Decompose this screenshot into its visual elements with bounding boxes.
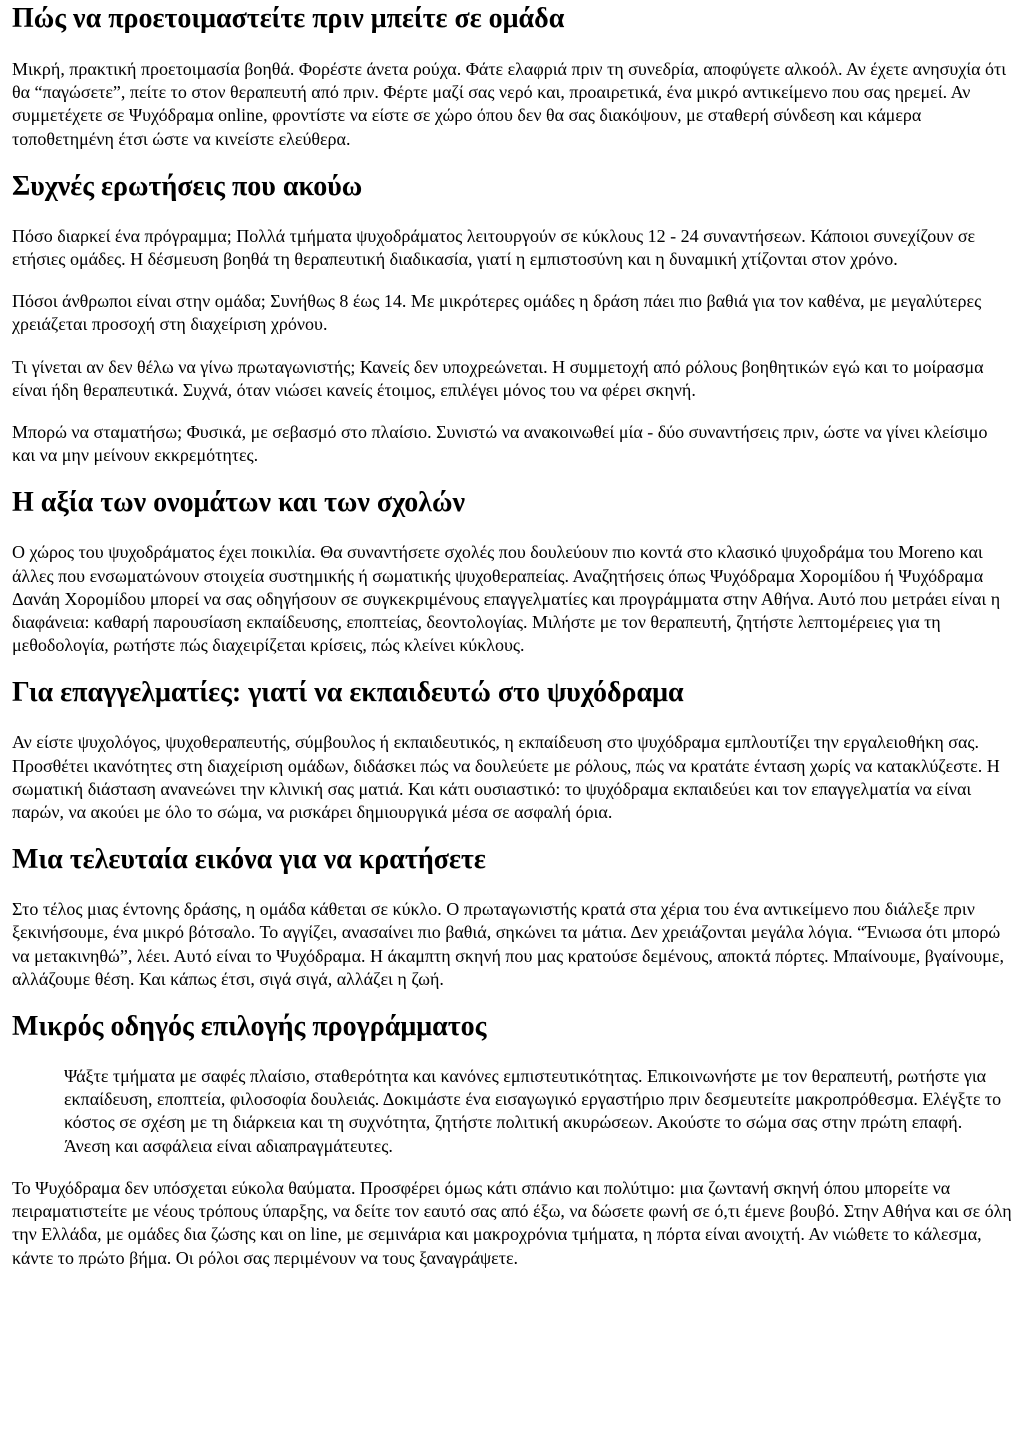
section-final-image: [12, 843, 1012, 991]
section-preparation: [12, 0, 1012, 151]
paragraph: Ο χώρος του ψυχοδράματος έχει ποικιλία. Θα συναντήσετε σχολές που δουλεύουν πιο κοντά στο κλασικό ψυχοδράμα του Moreno και άλλες που ενσωματώνουν στοιχεία συστημικής ή σωματικής ψυχοθεραπείας. Αναζητήσεις όπως Ψυχόδραμα Χορομίδου ή Ψυχόδραμα Δανάη Χορομίδου μπορεί να σας οδηγήσουν σε συγκεκριμένους επαγγελματίες και προγράμματα στην Αθήνα. Αυτό που μετράει είναι η διαφάνεια: καθαρή παρουσίαση εκπαίδευσης, εποπτείας, δεοντολογίας. Μιλήστε με τον θεραπευτή, ζητήστε λεπτομέρειες για τη μεθοδολογία, ρωτήστε πώς διαχειρίζεται κρίσεις, πώς κλείνει κύκλους.: [12, 542, 1001, 656]
faq-paragraph-protagonist: Τι γίνεται αν δεν θέλω να γίνω πρωταγωνιστής; Κανείς δεν υποχρεώνεται. Η συμμετοχή από ρόλους βοηθητικών εγώ και το μοίρασμα είναι ήδη θεραπευτικά. Συχνά, όταν νιώσει κανείς έτοιμος, επιλέγει μόνος του να φέρει σκηνή.: [12, 356, 984, 400]
section-heading: Για επαγγελματίες: γιατί να εκπαιδευτώ στο ψυχόδραμα: [12, 677, 684, 709]
section-heading: Μικρός οδηγός επιλογής προγράμματος: [12, 1011, 487, 1043]
faq-paragraph-stopping: Μπορώ να σταματήσω; Φυσικά, με σεβασμό στο πλαίσιο. Συνιστώ να ανακοινωθεί μία - δύο συναντήσεις πριν, ώστε να γίνει κλείσιμο και να μην μείνουν εκκρεμότητες.: [12, 422, 988, 466]
article-body: [12, 0, 1012, 1270]
section-heading: Συχνές ερωτήσεις που ακούω: [12, 170, 363, 202]
section-heading: Η αξία των ονομάτων και των σχολών: [12, 487, 465, 519]
section-heading: Πώς να προετοιμαστείτε πριν μπείτε σε ομάδα: [12, 3, 565, 34]
section-heading: Μια τελευταία εικόνα για να κρατήσετε: [12, 844, 486, 876]
section-schools: [12, 486, 1012, 657]
section-faq: [12, 170, 1012, 468]
section-professionals: [12, 676, 1012, 824]
guide-blockquote: [64, 1065, 1012, 1158]
paragraph: Μικρή, πρακτική προετοιμασία βοηθά. Φορέστε άνετα ρούχα. Φάτε ελαφριά πριν τη συνεδρία, αποφύγετε αλκοόλ. Αν έχετε ανησυχία ότι θα “παγώσετε”, πείτε το στον θεραπευτή από πριν. Φέρτε μαζί σας νερό και, προαιρετικά, ένα μικρό αντικείμενο που σας ηρεμεί. Αν συμμετέχετε σε Ψυχόδραμα online, φροντίστε να είστε σε χώρο όπου δεν θα σας διακόψουν, με σταθερή σύνδεση και κάμερα τοποθετημένη έτσι ώστε να κινείστε ελεύθερα.: [12, 59, 1007, 149]
faq-paragraph-duration: Πόσο διαρκεί ένα πρόγραμμα; Πολλά τμήματα ψυχοδράματος λειτουργούν σε κύκλους 12 - 24 συναντήσεων. Κάποιοι συνεχίζουν σε ετήσιες ομάδες. Η δέσμευση βοηθά τη θεραπευτική διαδικασία, γιατί η εμπιστοσύνη και η δυναμική χτίζονται στον χρόνο.: [12, 225, 976, 270]
faq-paragraph-group-size: Πόσοι άνθρωποι είναι στην ομάδα; Συνήθως 8 έως 14. Με μικρότερες ομάδες η δράση πάει πιο βαθιά για τον καθένα, με μεγαλύτερες χρειάζεται προσοχή στη διαχείριση χρόνου.: [12, 291, 982, 335]
paragraph: Αν είστε ψυχολόγος, ψυχοθεραπευτής, σύμβουλος ή εκπαιδευτικός, η εκπαίδευση στο ψυχόδραμα εμπλουτίζει την εργαλειοθήκη σας. Προσθέτει ικανότητες στη διαχείριση ομάδων, διδάσκει πώς να δουλεύετε με ρόλους, πώς να κρατάτε ένταση χωρίς να κατακλύζεστε. Η σωματική διάσταση ανανεώνει την κλινική σας ματιά. Και κάτι ουσιαστικό: το ψυχόδραμα εκπαιδεύει και τον επαγγελματία να είναι παρών, να ακούει με όλο το σώμα, να ρισκάρει δημιουργικά μέσα σε ασφαλή όρια.: [12, 732, 1000, 823]
blockquote-text: Ψάξτε τμήματα με σαφές πλαίσιο, σταθερότητα και κανόνες εμπιστευτικότητας. Επικοινωνήστε με τον θεραπευτή, ρωτήστε για εκπαίδευση, εποπτεία, φιλοσοφία δουλειάς. Δοκιμάστε ένα εισαγωγικό εργαστήριο πριν δεσμευτείτε μακροπρόθεσμα. Ελέγξτε το κόστος σε σχέση με τη διάρκεια και τη συχνότητα, ζητήστε πολιτική ακυρώσεων. Ακούστε το σώμα σας στην πρώτη επαφή. Άνεση και ασφάλεια είναι αδιαπραγμάτευτες.: [64, 1066, 1002, 1156]
paragraph: Στο τέλος μιας έντονης δράσης, η ομάδα κάθεται σε κύκλο. Ο πρωταγωνιστής κρατά στα χέρια του ένα αντικείμενο που διάλεξε πριν ξεκινήσουμε, ένα μικρό βότσαλο. Το αγγίζει, ανασαίνει πιο βαθιά, σηκώνει τα μάτια. Δεν χρειάζονται μεγάλα λόγια. “Ένιωσα ότι μπορώ να μετακινηθώ”, λέει. Αυτό είναι το Ψυχόδραμα. Η άκαμπτη σκηνή που μας κρατούσε δεμένους, αποκτά πόρτες. Μπαίνουμε, βγαίνουμε, αλλάζουμε θέση. Και κάπως έτσι, σιγά σιγά, αλλάζει η ζωή.: [12, 899, 1004, 989]
closing-paragraph: Το Ψυχόδραμα δεν υπόσχεται εύκολα θαύματα. Προσφέρει όμως κάτι σπάνιο και πολύτιμο: μια ζωντανή σκηνή όπου μπορείτε να πειραματιστείτε με νέους τρόπους ύπαρξης, να δείτε τον εαυτό σας από έξω, να δώσετε φωνή σε ό,τι έμενε βουβό. Στην Αθήνα και σε όλη την Ελλάδα, με ομάδες δια ζώσης και on line, με σεμινάρια και μακροχρόνια τμήματα, η πόρτα είναι ανοιχτή. Αν νιώθετε το κάλεσμα, κάντε το πρώτο βήμα. Οι ρόλοι σας περιμένουν να τους ξαναγράψετε.: [12, 1177, 1012, 1268]
section-program-guide: [12, 1010, 1012, 1270]
